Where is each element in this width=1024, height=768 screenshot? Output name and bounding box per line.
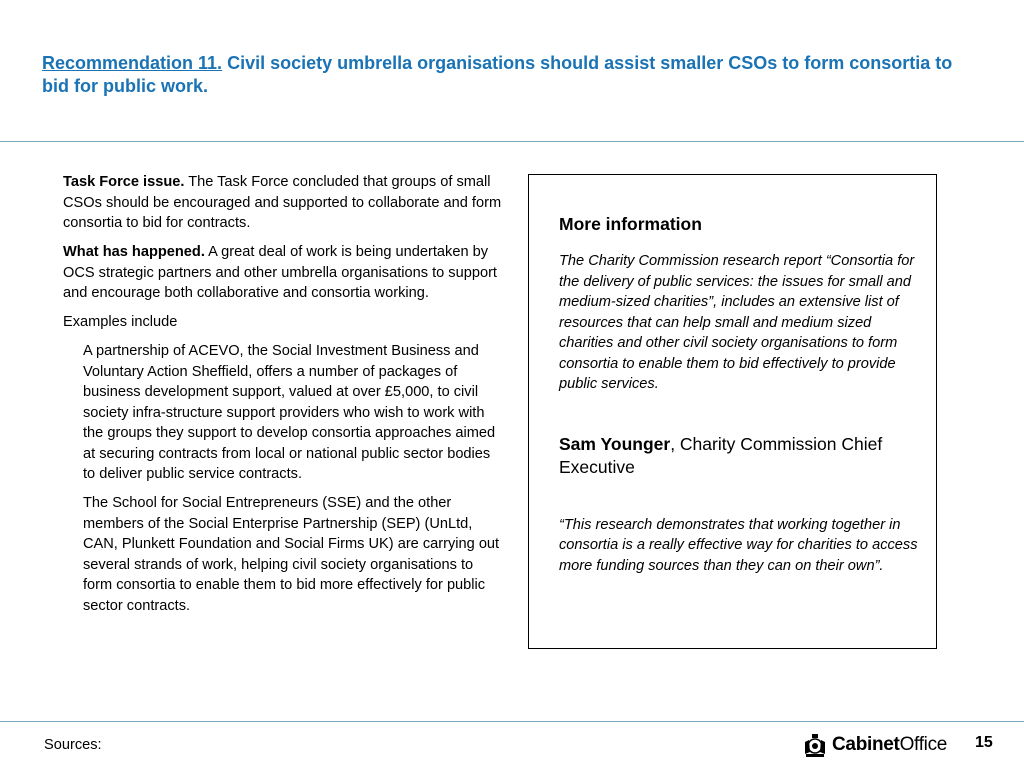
charity-commission-report-text: The Charity Commission research report “Consortia for the delivery of public services: the issues for small and medium-sized charities”, includes an extensive list of resources that can help small and medium sized charities and other civil society organisations to form consortia to enable them to bid effectively to provide public services.: [559, 253, 915, 392]
sources-label: Sources:: [44, 737, 102, 753]
task-force-label: Task Force issue.: [63, 174, 185, 190]
example-sse: The School for Social Entrepreneurs (SSE) and the other members of the Social Enterprise Partnership (SEP) (UnLtd, CAN, Plunkett Foundation and Social Firms UK) are carrying out several strands of work, helping civil society organisations to form consortia to enable them to bid more effectively for public sector contracts.: [83, 495, 500, 614]
more-information-heading: More information: [559, 214, 702, 234]
what-happened-label: What has happened.: [63, 244, 205, 260]
left-column: [63, 172, 503, 625]
cabinet-office-logo: [802, 731, 947, 759]
more-information-content: [559, 213, 927, 576]
bottom-divider: [0, 721, 1024, 722]
examples-intro: Examples include: [63, 314, 178, 330]
what-happened-text: A great deal of work is being undertaken by OCS strategic partners and other umbrella organisations to support and encourage both collaborative and consortia working.: [63, 244, 497, 301]
quote-text: “This research demonstrates that working together in consortia is a really effective way for charities to access more funding sources than they can on their own”.: [559, 516, 918, 574]
quote-attribution: [559, 433, 927, 479]
page-number: 15: [975, 734, 993, 751]
top-divider: [0, 141, 1024, 142]
task-force-text: The Task Force concluded that groups of small CSOs should be encouraged and supported to collaborate and form consortia to bid for contracts.: [63, 174, 502, 231]
logo-wordmark: CabinetOffice: [832, 734, 948, 755]
person-role: , Charity Commission Chief Executive: [559, 433, 883, 477]
what-happened-paragraph: [63, 242, 503, 304]
task-force-paragraph: [63, 172, 503, 234]
example-acevo: A partnership of ACEVO, the Social Investment Business and Voluntary Action Sheffield, offers a number of packages of business development support, valued at over £5,000, to civil society infra-structure support providers who wish to work with the groups they support to develop consortia approaches aimed at securing contracts from local or national public sector bodies to deliver public service contracts.: [83, 343, 496, 482]
recommendation-label: Recommendation 11.: [42, 53, 223, 73]
slide-title: [42, 52, 982, 98]
person-name: Sam Younger: [559, 433, 671, 454]
more-information-box: [528, 174, 937, 649]
royal-crest-icon: [802, 732, 828, 758]
recommendation-text: Civil society umbrella organisations should assist smaller CSOs to form consortia to bid for public work.: [42, 53, 953, 96]
